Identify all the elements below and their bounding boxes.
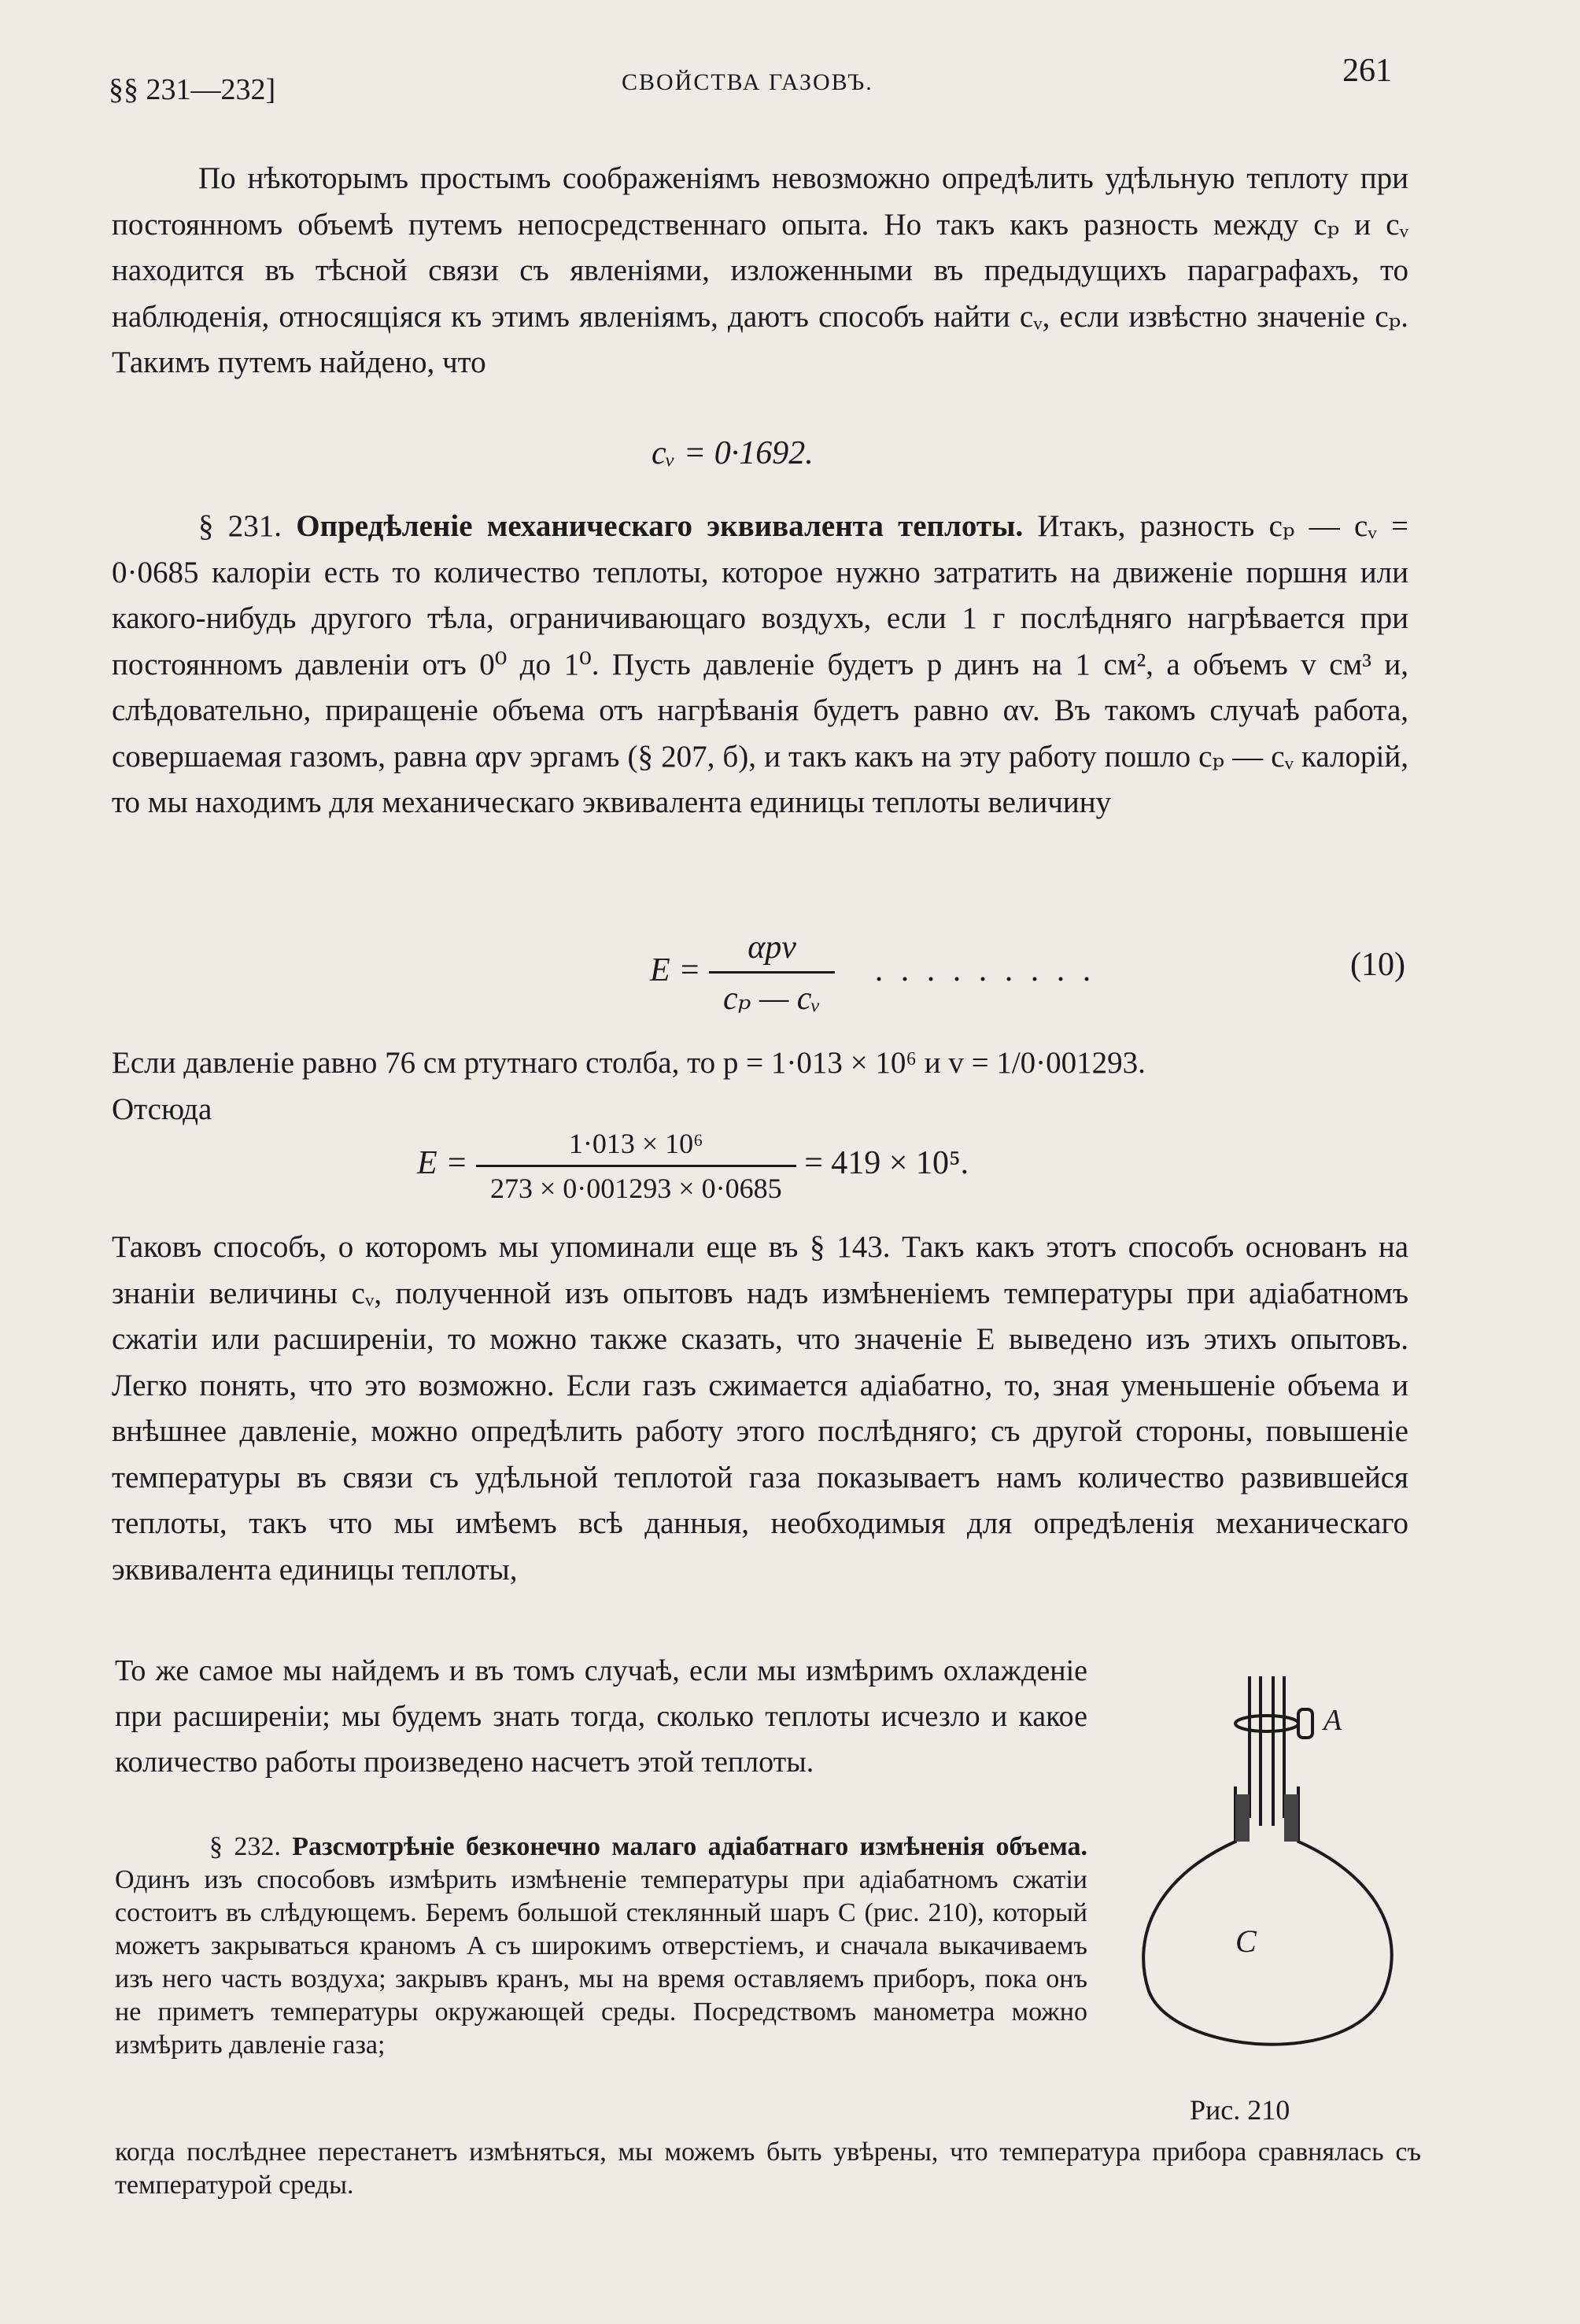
equation-E-fraction (476, 1127, 796, 1205)
equation-E-lhs: E = (417, 1145, 468, 1182)
flask-tap-label: A (1323, 1704, 1342, 1737)
section-231 (112, 504, 1408, 826)
equation-E-numerator: 1·013 × 10⁶ (476, 1127, 796, 1167)
flask-bulb-label: C (1235, 1923, 1257, 1959)
page-number: 261 (1342, 53, 1392, 89)
section-range-header: §§ 231—232] (109, 73, 276, 106)
section-231-number: § 231. (198, 509, 282, 543)
equation-10 (650, 929, 1405, 1018)
section-232-tail: когда послѣднее перестанетъ измѣняться, мы можемъ быть увѣрены, что температура прибора сравнялась съ температурой среды. (115, 2137, 1421, 2200)
equation-E-value (417, 1127, 969, 1205)
section-232 (115, 1831, 1087, 2062)
figure-210-caption: Рис. 210 (1190, 2094, 1290, 2126)
equation-cv: cᵥ = 0·1692. (652, 435, 814, 471)
equation-E-rhs: = 419 × 10⁵. (804, 1145, 969, 1182)
equation-10-leader-dots: . . . . . . . . . (874, 952, 1096, 989)
section-232-text: Одинъ изъ способовъ измѣрить измѣненіе температуры при адіабатномъ сжатіи состоитъ въ слѣдующемъ. Беремъ большой стеклянный шаръ C (рис. 210), который можетъ закрываться краномъ A съ широкимъ отверстіемъ, и сначала выкачиваемъ изъ него часть воздуха; закрывъ кранъ, мы на время оставляемъ приборъ, пока онъ не приметъ температуры окружающей среды. Посредствомъ манометра можно измѣрить давленіе газа; (115, 1865, 1087, 2060)
section-232-number: § 232. (209, 1832, 281, 1861)
figure-210-flask (1117, 1661, 1416, 2086)
equation-10-numerator: αpv (709, 929, 835, 974)
section-232-title: Разсмотрѣніе безконечно малаго адіабатнаго измѣненія объема. (292, 1832, 1087, 1861)
pressure-text: Если давленіе равно 76 см ртутнаго столба, то p = 1·013 × 10⁶ и v = 1/0·001293. (112, 1046, 1146, 1080)
expansion-text: То же самое мы найдемъ и въ томъ случаѣ, если мы измѣримъ охлажденіе при расширеніи; мы будемъ знать тогда, сколько теплоты исчезло и какое количество работы произведено насчетъ этой теплоты. (115, 1654, 1087, 1779)
method-text: Таковъ способъ, о которомъ мы упоминали еще въ § 143. Такъ какъ этотъ способъ основанъ на знаніи величины cᵥ, полученной изъ опытовъ надъ измѣненіемъ температуры при адіабатномъ сжатіи или расширеніи, то можно также сказать, что значеніе E выведено изъ этихъ опытовъ. Легко понять, что это возможно. Если газъ сжимается адіабатно, то, зная уменьшеніе объема и внѣшнее давленіе, можно опредѣлить работу этого послѣдняго; съ другой стороны, повышеніе температуры въ связи съ удѣльной теплотой газа показываетъ намъ количество развившейся теплоты, такъ что мы имѣемъ всѣ данныя, необходимыя для опредѣленія механическаго эквивалента единицы теплоты, (112, 1230, 1408, 1587)
equation-10-denominator: cₚ — cᵥ (723, 981, 821, 1017)
intro-paragraph (112, 156, 1408, 386)
section-231-text: Итакъ, разность cₚ — cᵥ = 0·0685 калоріи есть то количество теплоты, которое нужно затратить на движеніе поршня или какого-нибудь другого тѣла, ограничивающаго воздухъ, если 1 г послѣдняго нагрѣвается при постоянномъ давленіи отъ 0⁰ до 1⁰. Пусть давленіе будетъ p динъ на 1 см², а объемъ v см³ и, слѣдовательно, приращеніе объема отъ нагрѣванія будетъ равно αv. Въ такомъ случаѣ работа, совершаемая газомъ, равна αpv эргамъ (§ 207, б), и такъ какъ на эту работу пошло cₚ — cᵥ калорій, то мы находимъ для механическаго эквивалента единицы теплоты величину (112, 509, 1409, 819)
otsyuda-text: Отсюда (112, 1092, 212, 1126)
equation-10-lhs: E = (650, 952, 701, 989)
equation-10-fraction (709, 929, 835, 1018)
section-231-paragraph (112, 504, 1408, 826)
expansion-paragraph (115, 1648, 1087, 1785)
equation-E-denominator: 273 × 0·001293 × 0·0685 (490, 1173, 782, 1204)
section-231-title: Опредѣленіе механическаго эквивалента теплоты. (296, 509, 1024, 543)
method-paragraph (112, 1225, 1408, 1593)
section-232-paragraph (115, 1831, 1087, 2062)
intro-text: По нѣкоторымъ простымъ соображеніямъ невозможно опредѣлить удѣльную теплоту при постоянномъ объемѣ путемъ непосредственнаго опыта. Но такъ какъ разность между cₚ и cᵥ находится въ тѣсной связи съ явленіями, изложенными въ предыдущихъ параграфахъ, то наблюденія, относящіяся къ этимъ явленіямъ, даютъ способъ найти cᵥ, если извѣстно значеніе cₚ. Такимъ путемъ найдено, что (112, 161, 1408, 379)
running-title: СВОЙСТВА ГАЗОВЪ. (622, 69, 873, 95)
pressure-paragraph (112, 1040, 1408, 1132)
equation-10-label: (10) (1350, 947, 1405, 983)
